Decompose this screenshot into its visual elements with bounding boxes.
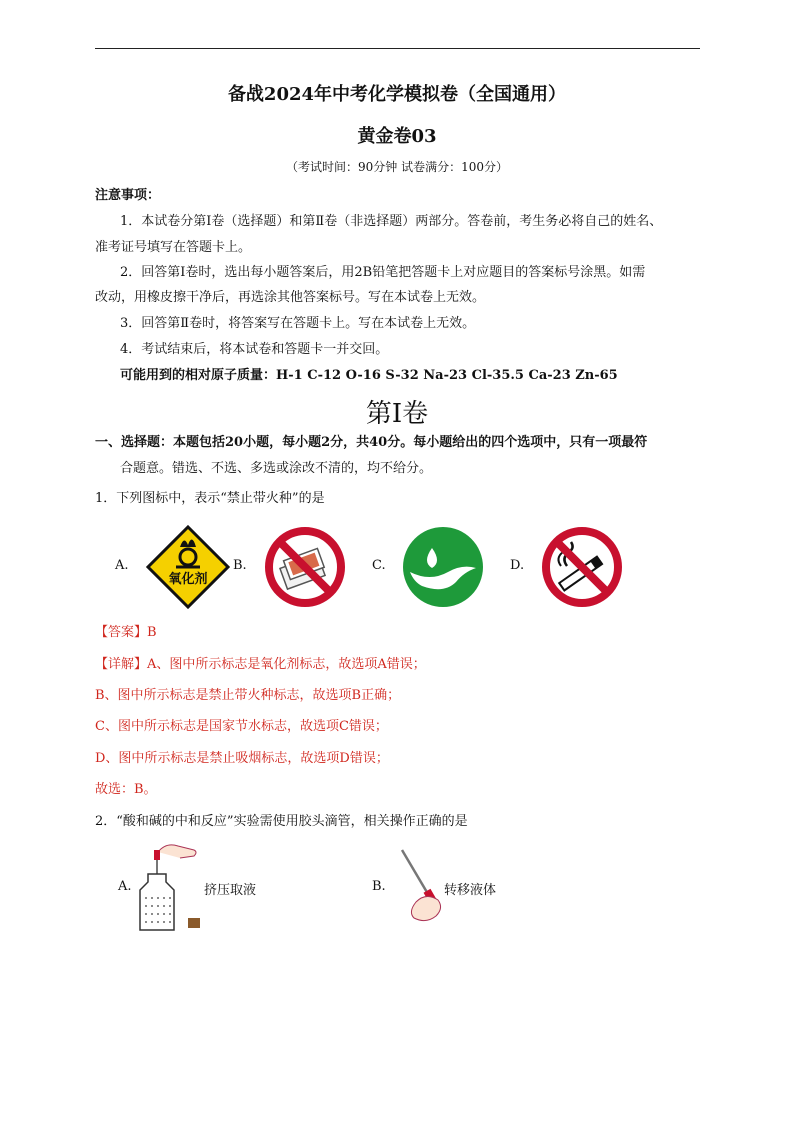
q1-conclusion: 故选：B。 [95,782,157,797]
exam-title: 备战2024年中考化学模拟卷（全国通用） [227,84,567,105]
exam-subtitle: 黄金卷03 [357,126,437,147]
q1-option-d-label: D. [510,558,525,573]
water-saving-sign-icon [402,526,484,608]
note-3: 3．回答第Ⅱ卷时，将答案写在答题卡上。写在本试卷上无效。 [120,316,476,331]
note-1-line-2: 准考证号填写在答题卡上。 [95,240,252,255]
no-fire-source-sign-icon [264,526,346,608]
question-2-stem: 2．“酸和碱的中和反应”实验需使用胶头滴管，相关操作正确的是 [95,814,468,829]
no-smoking-sign-icon [541,526,623,608]
oxidizer-sign-icon [146,525,230,609]
q1-detail-c: C、图中所示标志是国家节水标志，故选项C错误； [95,719,388,734]
q1-option-c-label: C. [372,558,386,573]
q2-option-b-label: B. [372,879,386,894]
q1-option-a-label: A. [115,558,129,573]
q1-detail-a [95,655,426,675]
q2-option-a-label: A. [118,879,132,894]
q1-detail-b: B、图中所示标志是禁止带火种标志，故选项B正确； [95,688,401,703]
dropper-transfer-illustration [396,846,446,926]
atomic-masses: 可能用到的相对原子质量：H-1 C-12 O-16 S-32 Na-23 Cl-35.5 Ca-23 Zn-65 [120,368,618,383]
section-line-2: 合题意。错选、不选、多选或涂改不清的，均不给分。 [120,461,433,476]
q1-detail-d: D、图中所示标志是禁止吸烟标志，故选项D错误； [95,751,389,766]
section-line-1: 一、选择题：本题包括20小题，每小题2分，共40分。每小题给出的四个选项中，只有一项最符 [95,435,648,450]
note-1-line-1: 1．本试卷分第Ⅰ卷（选择题）和第Ⅱ卷（非选择题）两部分。答卷前，考生务必将自己的姓名、 [120,214,663,229]
header-rule [95,48,700,49]
q2-option-a-text: 挤压取液 [204,883,257,898]
question-1-stem: 1．下列图标中，表示“禁止带火种”的是 [95,491,325,506]
q2-option-b-text: 转移液体 [444,883,497,898]
q1-option-b-label: B. [233,558,247,573]
note-2-line-2: 改动，用橡皮擦干净后，再选涂其他答案标号。写在本试卷上无效。 [95,290,486,305]
q1-answer: 【答案】B [95,625,157,640]
oxidizer-sign-label: 氧化剂 [168,572,208,587]
note-2-line-1: 2．回答第Ⅰ卷时，选出每小题答案后，用2B铅笔把答题卡上对应题目的答案标号涂黑。如需 [120,265,646,280]
notes-heading: 注意事项： [95,188,161,203]
detail-a-text: A、图中所示标志是氧化剂标志，故选项A错误； [147,657,426,672]
part-title: 第Ⅰ卷 [365,399,429,429]
detail-tag: 【详解】 [95,657,148,672]
dropper-squeeze-bottle-illustration [136,840,206,934]
exam-info: （考试时间：90分钟 试卷满分：100分） [286,160,508,174]
note-4: 4．考试结束后，将本试卷和答题卡一并交回。 [120,342,389,357]
